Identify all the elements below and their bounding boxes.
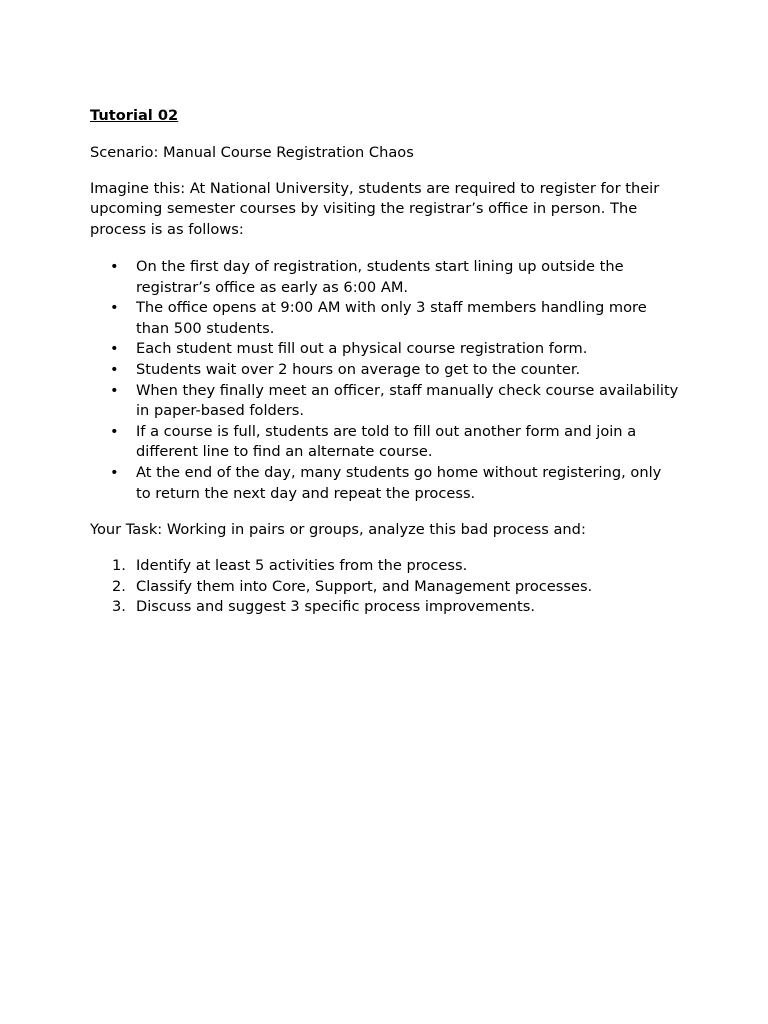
bullet-item: [90, 360, 680, 381]
bullet-icon: •: [110, 463, 119, 481]
bullet-text: When they finally meet an officer, staff manually check course availability in paper-based folders.: [136, 381, 679, 420]
scenario-heading: Scenario: Manual Course Registration Chaos: [90, 143, 414, 161]
document-body: [90, 106, 680, 618]
bullet-item: [90, 339, 680, 360]
process-bullet-list: [90, 257, 680, 504]
item-number: 1.: [112, 556, 126, 574]
bullet-text: Students wait over 2 hours on average to get to the counter.: [136, 360, 581, 378]
bullet-icon: •: [110, 257, 119, 275]
bullet-icon: •: [110, 340, 119, 358]
bullet-text: Each student must fill out a physical course registration form.: [136, 340, 588, 358]
intro-paragraph: Imagine this: At National University, students are required to register for their upcoming semester courses by visiting the registrar’s office in person. The process is as follows:: [90, 179, 660, 239]
bullet-text: If a course is full, students are told to fill out another form and join a different line to find an alternate course.: [136, 422, 637, 461]
item-text: Identify at least 5 activities from the process.: [136, 556, 468, 574]
bullet-icon: •: [110, 360, 119, 378]
item-number: 3.: [112, 598, 126, 616]
bullet-text: At the end of the day, many students go home without registering, only to return the next day and repeat the process.: [136, 463, 662, 502]
numbered-item: [90, 577, 680, 598]
item-text: Discuss and suggest 3 specific process improvements.: [136, 598, 536, 616]
task-paragraph: Your Task: Working in pairs or groups, analyze this bad process and:: [90, 521, 586, 539]
numbered-item: [90, 556, 680, 577]
bullet-item: [90, 422, 680, 463]
bullet-icon: •: [110, 422, 119, 440]
item-number: 2.: [112, 577, 126, 595]
bullet-text: The office opens at 9:00 AM with only 3 staff members handling more than 500 students.: [136, 299, 647, 337]
bullet-item: [90, 381, 680, 422]
task-numbered-list: [90, 556, 680, 618]
bullet-item: [90, 463, 680, 504]
bullet-text: On the first day of registration, students start lining up outside the registrar’s office as early as 6:00 AM.: [136, 257, 624, 296]
bullet-item: [90, 298, 680, 339]
document-title: Tutorial 02: [90, 107, 179, 124]
bullet-item: [90, 257, 680, 298]
item-text: Classify them into Core, Support, and Management processes.: [136, 577, 593, 595]
numbered-item: [90, 597, 680, 618]
bullet-icon: •: [110, 381, 119, 399]
bullet-icon: •: [110, 299, 119, 317]
